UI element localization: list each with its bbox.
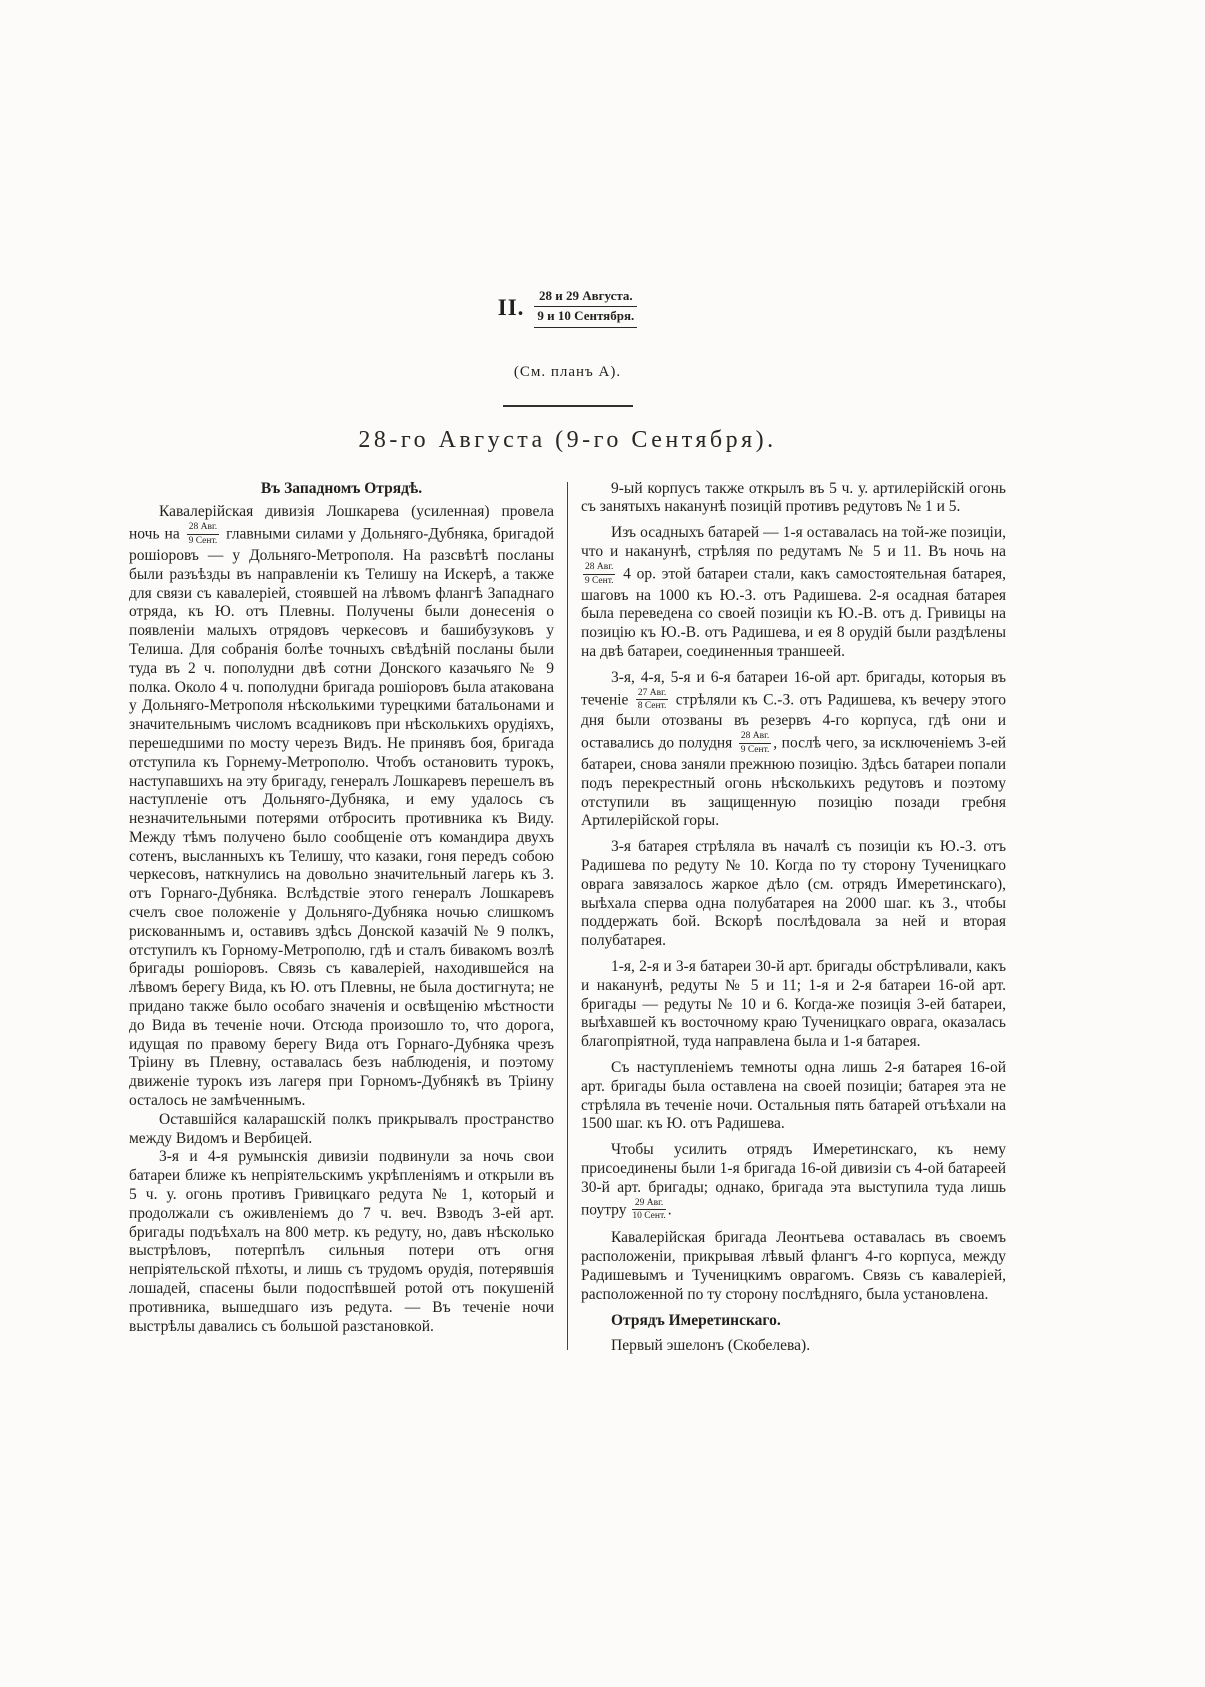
paragraph: 9-ый корпусъ также открылъ въ 5 ч. у. артилерійскій огонь съ занятыхъ наканунѣ позицій противъ редутовъ № 1 и 5. [581, 479, 1006, 516]
inline-date-fraction: $\frac{\text{28 Авг.}}{\text{9 Сент.}}$ [188, 522, 218, 547]
paragraph: Кавалерійская бригада Леонтьева оставалась въ своемъ расположеніи, прикрывая лѣвый флангъ 4-го корпуса, между Радишевымъ и Тученицкимъ оврагомъ. Связь съ кавалеріей, расположенной по ту сторону послѣдняго, была установлена. [581, 1229, 1006, 1303]
paragraph: 3-я и 4-я румынскія дивизіи подвинули за ночь свои батареи ближе къ непріятельскимъ укрѣпленіямъ и открыли въ 5 ч. у. огонь противъ Гривицкаго редута № 1, который и продолжали съ оживленіемъ до 7 ч. веч. Взводъ 3-ей арт. бригады подъѣхалъ на 800 метр. къ редуту, но, давъ нѣсколько выстрѣловъ, потерпѣлъ сильныя потери отъ огня непріятельской пѣхоты, и лишь съ трудомъ орудія, потерявшія лошадей, спасены были подоспѣвшей ротой отъ покушеній противника, вышедшаго изъ редута. — Въ теченіе ночи выстрѣлы давались съ большой разстановкой. [129, 1148, 554, 1335]
paragraph: Кавалерійская дивизія Лошкарева (усиленная) провела ночь на $\frac{\text{28 Авг.}}{\text{9 Сент.}}$ главными силами у Дольняго-Дубняка, бригадой рошіоровъ — у Дольняго-Метрополя. На разсвѣтѣ посланы были разъѣзды въ направленіи къ Телишу на Искерѣ, а также для связи съ кавалеріей, стоявшей на лѣвомъ флангѣ Западнаго отряда, къ Ю. отъ Плевны. Получены были донесенія о появленіи малыхъ отрядовъ черкесовъ и башибузуковъ у Телиша. Для собранія болѣе точныхъ свѣдѣній посланы были туда въ 2 ч. пополудни двѣ сотни Донского казачьяго № 9 полка. Около 4 ч. пополудни бригада рошіоровъ была атакована у Дольняго-Метрополя нѣсколькими турецкими батальонами и значительнымъ числомъ всадниковъ при нѣсколькихъ орудіяхъ, перешедшими по мосту черезъ Видъ. Не принявъ боя, бригада отступила къ Горнему-Метрополю. Чтобъ остановить турокъ, наступавшихъ на эту бригаду, генералъ Лошкаревъ перешелъ въ наступленіе отъ Дольняго-Дубняка, и ему удалось съ незначительными потерями отбросить противника къ Виду. Между тѣмъ получено было сообщеніе отъ командира двухъ сотенъ, высланныхъ къ Телишу, что казаки, гоня передъ собою черкесовъ, наткнулись на довольно значительный лагерь къ З. отъ Горнаго-Дубняка. Вслѣдствіе этого генералъ Лошкаревъ счелъ свое положеніе у Дольняго-Дубняка ночью слишкомъ рискованнымъ и, оставивъ здѣсь Донской казачій № 9 полкъ, отступилъ къ Горному-Метрополю, гдѣ и сталъ бивакомъ возлѣ бригады рошіоровъ. Связь съ кавалеріей, находившейся на лѣвомъ берегу Вида, къ Ю. отъ Плевны, не была достигнута; не придано также было особаго значенія и освѣщенію мѣстности до Вида въ теченіе ночи. Отсюда произошло то, что дорога, идущая по правому берегу Вида отъ Горнаго-Дубняка чрезъ Тріину въ Плевну, оставалась безъ наблюденія, и поэтому движеніе турокъ изъ лагеря при Горномъ-Дубнякѣ въ Тріину осталось не замѣченнымъ. [129, 503, 554, 1110]
column-divider [567, 482, 568, 1351]
inline-date-fraction: $\frac{\text{27 Авг.}}{\text{8 Сент.}}$ [637, 687, 667, 712]
section-date-range [534, 288, 637, 328]
section-numeral: II. [497, 294, 525, 320]
paragraph: Чтобы усилить отрядъ Имеретинскаго, къ нему присоединены были 1-я бригада 16-ой дивизіи съ 4-ой батареей 30-й арт. бригады; однако, бригада эта выступила туда лишь поутру $\frac{\text{29 Авг.}}{\text{10 Сент.}}$ . [581, 1141, 1006, 1222]
plan-reference: (См. планъ А). [513, 363, 622, 380]
right-column-body [581, 480, 1006, 1305]
divider-rule [503, 405, 633, 407]
section-date-new-style: 9 и 10 Сентября. [534, 307, 637, 327]
paragraph: Оставшійся каларашскій полкъ прикрывалъ пространство между Видомъ и Вербицей. [129, 1110, 554, 1147]
inline-date-fraction: $\frac{\text{28 Авг.}}{\text{9 Сент.}}$ [740, 731, 770, 756]
section-marker [129, 288, 1006, 328]
echelon-line: Первый эшелонъ (Скобелева). [611, 1337, 811, 1355]
left-column [129, 480, 554, 1357]
page-content [129, 0, 1006, 1356]
inline-date-fraction: $\frac{\text{29 Авг.}}{\text{10 Сент.}}$ [632, 1197, 666, 1222]
paragraph: Съ наступленіемъ темноты одна лишь 2-я батарея 16-ой арт. бригады была оставлена на своей позиціи; батарея эта не стрѣляла въ теченіе ночи. Остальныя пять батарей отъѣхали на 1500 шаг. къ Ю. отъ Радишева. [581, 1058, 1006, 1133]
right-column-subheading: Отрядъ Имеретинскаго. [611, 1311, 781, 1329]
paragraph: Изъ осадныхъ батарей — 1-я оставалась на той-же позиціи, что и наканунѣ, стрѣляя по редутамъ № 5 и 11. Въ ночь на $\frac{\text{28 Авг.}}{\text{9 Сент.}}$ 4 ор. этой батареи стали, какъ самостоятельная батарея, шаговъ на 1000 къ Ю.-З. отъ Радишева. 2-я осадная батарея была переведена со своей позиціи къ Ю.-В. отъ д. Гривицы на позицію къ Ю.-В. отъ Радишева, и ея 8 орудій были раздѣлены на двѣ батареи, соединенныя траншеей. [581, 524, 1006, 660]
paragraph: 3-я батарея стрѣляла въ началѣ съ позиціи къ Ю.-З. отъ Радишева по редуту № 10. Когда по ту сторону Тученицкаго оврага завязалось жаркое дѣло (см. отрядъ Имеретинскаго), выѣхала сперва одна полубатарея на 2000 шаг. къ З., чтобы поддержать бой. Вскорѣ послѣдовала за ней и вторая полубатарея. [581, 838, 1006, 950]
inline-date-fraction: $\frac{\text{28 Авг.}}{\text{9 Сент.}}$ [584, 561, 614, 586]
paragraph: 1-я, 2-я и 3-я батареи 30-й арт. бригады обстрѣливали, какъ и наканунѣ, редуты № 5 и 11; 1-я и 2-я батареи 16-ой арт. бригады — редуты № 10 и 6. Когда-же позиція 3-ей батареи, выѣхавшей къ восточному краю Тученицкаго оврага, оказалась благопріятной, туда направлена была и 1-я батарея. [581, 957, 1006, 1051]
right-column [581, 480, 1006, 1357]
section-date-old-style: 28 и 29 Августа. [534, 288, 637, 307]
left-column-body [129, 503, 554, 1336]
left-column-heading: Въ Западномъ Отрядѣ. [260, 479, 423, 497]
paragraph: 3-я, 4-я, 5-я и 6-я батареи 16-ой арт. бригады, которыя въ теченіе $\frac{\text{27 Авг.}}{\text{8 Сент.}}$ стрѣляли къ С.-З. отъ Радишева, къ вечеру этого дня были отозваны въ резервъ 4-го корпуса, гдѣ они и оставались до полудня $\frac{\text{28 Авг.}}{\text{9 Сент.}}$ , послѣ чего, за исключеніемъ 3-ей батареи, снова заняли прежнюю позицію. Здѣсь батареи попали подъ перекрестный огонь нѣсколькихъ редутовъ и поэтому отступили въ защищенную позицію позади гребня Артилерійской горы. [581, 668, 1006, 830]
page-title: 28-го Августа (9-го Сентября). [358, 426, 777, 453]
text-columns [129, 480, 1006, 1357]
